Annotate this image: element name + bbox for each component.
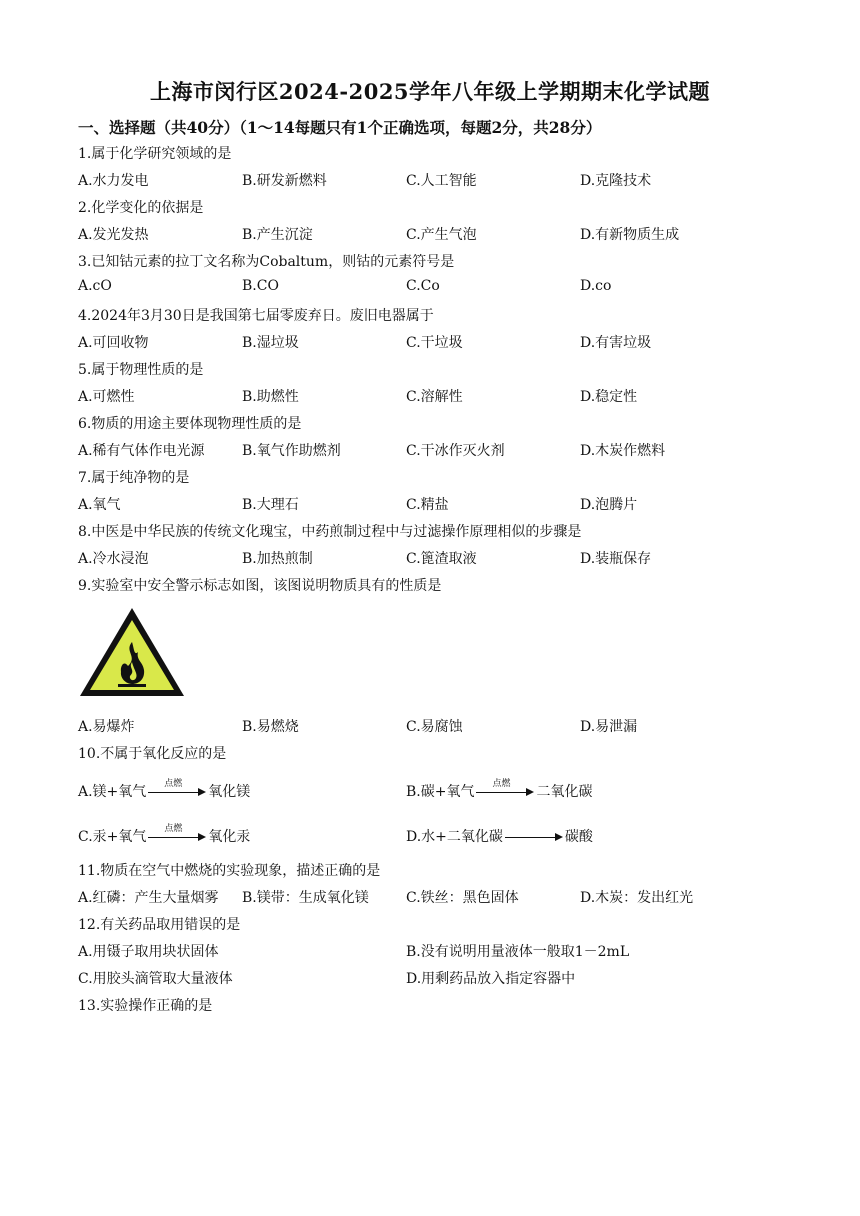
option-d: D.木炭：发出红光 (580, 890, 694, 906)
question-stem: 12.有关药品取用错误的是 (78, 917, 241, 933)
reaction-row (78, 826, 778, 846)
option-b: B.助燃性 (242, 389, 299, 405)
option-a (78, 781, 250, 801)
question-stem: 13.实验操作正确的是 (78, 998, 213, 1014)
option-d: D.木炭作燃料 (580, 443, 666, 459)
option-a: A.氧气 (78, 497, 121, 513)
reactants: A.镁+氧气 (78, 784, 147, 800)
option-c: C.Co (406, 278, 440, 294)
option-a: A.可燃性 (78, 389, 135, 405)
options-row (78, 440, 778, 460)
product: 二氧化碳 (536, 784, 593, 800)
reaction-condition: 点燃 (164, 779, 183, 789)
section-heading: 一、选择题（共40分）（1～14每题只有1个正确选项，每题2分，共28分） (78, 118, 602, 137)
option-b: B.产生沉淀 (242, 227, 313, 243)
option-c: C.人工智能 (406, 173, 477, 189)
option-c: C.产生气泡 (406, 227, 477, 243)
question-stem: 10.不属于氧化反应的是 (78, 746, 227, 762)
option-a: A.水力发电 (78, 173, 149, 189)
product: 碳酸 (564, 829, 593, 845)
question-stem: 3.已知钴元素的拉丁文名称为Cobaltum，则钴的元素符号是 (78, 254, 455, 270)
option-c: C.干垃圾 (406, 335, 463, 351)
options-row (78, 494, 778, 514)
reactants: C.汞+氧气 (78, 829, 147, 845)
reaction-condition: 点燃 (164, 824, 183, 834)
option-b: B.湿垃圾 (242, 335, 299, 351)
options-row (78, 170, 778, 190)
question-stem: 9.实验室中安全警示标志如图，该图说明物质具有的性质是 (78, 578, 442, 594)
question-stem: 6.物质的用途主要体现物理性质的是 (78, 416, 302, 432)
product: 氧化汞 (208, 829, 251, 845)
question-stem: 5.属于物理性质的是 (78, 362, 204, 378)
option-d: D.装瓶保存 (580, 551, 652, 567)
reaction-row (78, 781, 778, 801)
option-b: B.研发新燃料 (242, 173, 327, 189)
option-b: B.氧气作助燃剂 (242, 443, 341, 459)
question-stem: 2.化学变化的依据是 (78, 200, 204, 216)
option-c: C.易腐蚀 (406, 719, 463, 735)
options-row (78, 968, 778, 988)
options-row (78, 278, 778, 298)
option-b: B.加热煎制 (242, 551, 313, 567)
option-c: C.溶解性 (406, 389, 463, 405)
option-b (406, 781, 592, 801)
flammable-warning-sign-icon (76, 604, 188, 700)
reaction-arrow-icon (148, 779, 206, 799)
option-a: A.发光发热 (78, 227, 149, 243)
option-d (406, 826, 593, 846)
reactants: D.水+二氧化碳 (406, 829, 503, 845)
option-b: B.CO (242, 278, 279, 294)
product: 氧化镁 (208, 784, 251, 800)
option-a: A.冷水浸泡 (78, 551, 149, 567)
option-c (78, 826, 250, 846)
reaction-arrow-icon (148, 824, 206, 844)
page-title: 上海市闵行区2024-2025学年八年级上学期期末化学试题 (149, 79, 711, 104)
reaction-condition: 点燃 (492, 779, 511, 789)
option-c: C.铁丝：黑色固体 (406, 890, 519, 906)
option-a: A.红磷：产生大量烟雾 (78, 890, 219, 906)
option-a: A.可回收物 (78, 335, 149, 351)
option-d: D.稳定性 (580, 389, 638, 405)
option-d: D.易泄漏 (580, 719, 638, 735)
option-a: A.易爆炸 (78, 719, 135, 735)
option-b: B.大理石 (242, 497, 299, 513)
option-c: C.篦渣取液 (406, 551, 477, 567)
option-a: A.cO (78, 278, 112, 294)
option-c: C.干冰作灭火剂 (406, 443, 505, 459)
reaction-arrow-icon (505, 830, 563, 844)
options-row (78, 224, 778, 244)
options-row (78, 887, 778, 907)
options-row (78, 548, 778, 568)
question-stem: 4.2024年3月30日是我国第七届零废弃日。废旧电器属于 (78, 308, 434, 324)
option-c: C.用胶头滴管取大量液体 (78, 971, 233, 987)
option-d: D.有害垃圾 (580, 335, 652, 351)
question-stem: 8.中医是中华民族的传统文化瑰宝，中药煎制过程中与过滤操作原理相似的步骤是 (78, 524, 582, 540)
options-row (78, 941, 778, 961)
options-row (78, 386, 778, 406)
question-stem: 1.属于化学研究领域的是 (78, 146, 232, 162)
option-b: B.易燃烧 (242, 719, 299, 735)
option-b: B.没有说明用量液体一般取1－2mL (406, 944, 630, 960)
reactants: B.碳+氧气 (406, 784, 475, 800)
option-b: B.镁带：生成氧化镁 (242, 890, 369, 906)
reaction-arrow-icon (476, 779, 534, 799)
option-d: D.泡腾片 (580, 497, 638, 513)
option-d: D.co (580, 278, 612, 294)
options-row (78, 332, 778, 352)
question-stem: 11.物质在空气中燃烧的实验现象，描述正确的是 (78, 863, 381, 879)
question-stem: 7.属于纯净物的是 (78, 470, 190, 486)
options-row (78, 716, 778, 736)
option-a: A.稀有气体作电光源 (78, 443, 205, 459)
option-d: D.有新物质生成 (580, 227, 680, 243)
option-a: A.用镊子取用块状固体 (78, 944, 219, 960)
option-d: D.用剩药品放入指定容器中 (406, 971, 576, 987)
option-d: D.克隆技术 (580, 173, 652, 189)
option-c: C.精盐 (406, 497, 449, 513)
